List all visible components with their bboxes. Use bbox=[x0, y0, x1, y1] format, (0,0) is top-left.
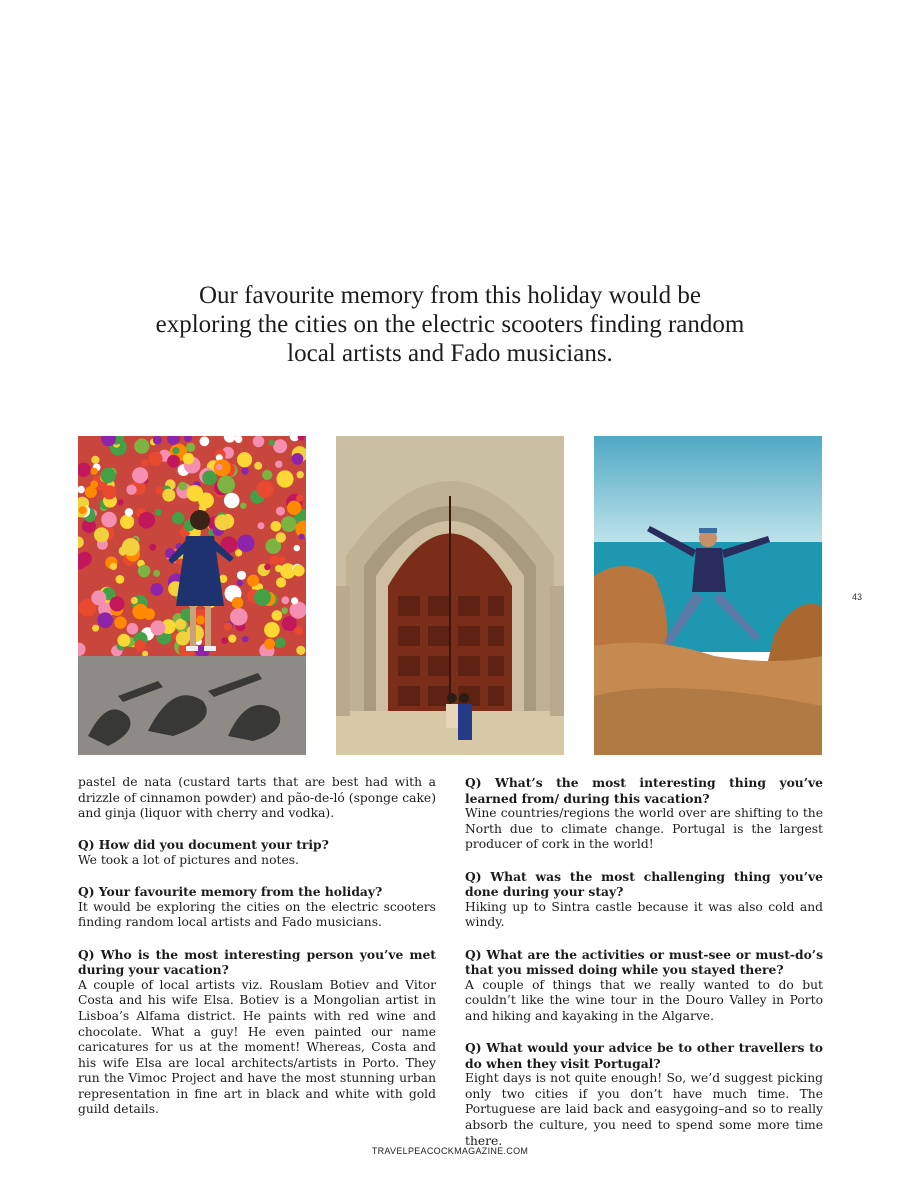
footer-url: TRAVELPEACOCKMAGAZINE.COM bbox=[371, 1146, 529, 1156]
answer: A couple of local artists viz. Rouslam Botiev and Vitor Costa and his wife Elsa. Botiev is a Mongolian artist in Lisboa’s Alfama district. He paints with red wine and chocolate. What a guy! He even painted our name caricatures for us at the moment! Whereas, Costa and his wife Elsa are local architects/artists in Porto. They run the Vimoc Project and have the most stunning urban representation in fine art in black and white with gold guild details. bbox=[78, 977, 436, 1117]
answer: A couple of things that we really wanted to do but couldn’t like the wine tour in the Douro Valley in Porto and hiking and kayaking in the Algarve. bbox=[465, 977, 823, 1023]
flower-wall-photo bbox=[78, 436, 306, 755]
answer: Eight days is not quite enough! So, we’d suggest picking only two cities if you don’t have much time. The Portuguese are laid back and easygoing–and so to really absorb the culture, you need to spend some more time there. bbox=[465, 1071, 823, 1148]
cliff-jump-photo bbox=[594, 436, 822, 755]
answer: It would be exploring the cities on the electric scooters finding random local artists and Fado musicians. bbox=[78, 899, 436, 930]
question: Q) What was the most challenging thing you’ve done during your stay? bbox=[465, 868, 823, 900]
question: Q) How did you document your trip? bbox=[78, 837, 329, 853]
question: Q) What are the activities or must-see or must-do’s that you missed doing while you stayed there? bbox=[465, 946, 823, 978]
answer: Hiking up to Sintra castle because it was also cold and windy. bbox=[465, 899, 823, 930]
question: Q) Who is the most interesting person you’ve met during your vacation? bbox=[78, 946, 436, 978]
answer: We took a lot of pictures and notes. bbox=[78, 852, 299, 867]
page-number: 43 bbox=[852, 592, 863, 602]
left-text-column bbox=[78, 775, 436, 1118]
right-text-column bbox=[465, 775, 823, 1149]
church-door-photo bbox=[336, 436, 564, 755]
question: Q) What’s the most interesting thing you’ve learned from/ during this vacation? bbox=[465, 775, 823, 806]
question: Q) What would your advice be to other travellers to do when they visit Portugal? bbox=[465, 1040, 823, 1071]
answer: Wine countries/regions the world over are shifting to the North due to climate change. Portugal is the largest producer of cork in the world! bbox=[465, 806, 823, 852]
question: Q) Your favourite memory from the holiday? bbox=[78, 884, 383, 900]
pull-quote: Our favourite memory from this holiday would be exploring the cities on the electric scooters finding random local artists and Fado musicians. bbox=[155, 282, 745, 367]
intro-paragraph: pastel de nata (custard tarts that are best had with a drizzle of cinnamon powder) and pão-de-ló (sponge cake) and ginja (liquor with cherry and vodka). bbox=[78, 775, 436, 821]
